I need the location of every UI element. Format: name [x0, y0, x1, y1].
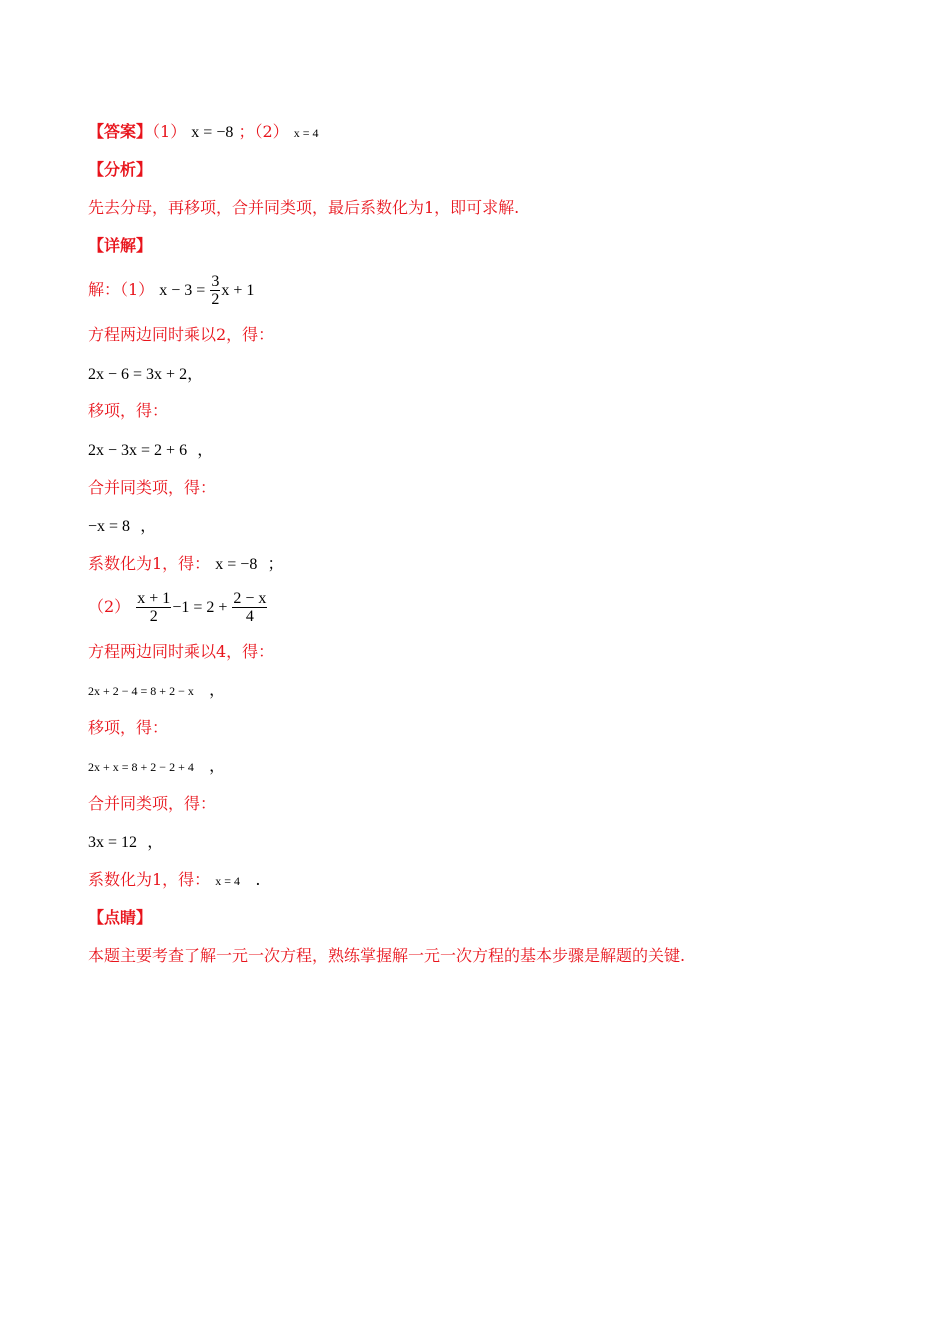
comment-heading: 【点睛】: [88, 908, 153, 927]
p2-eq4: x = 4: [215, 874, 241, 888]
p2-eq4-tail: .: [255, 870, 261, 889]
p2-frac2-denominator: 4: [245, 608, 254, 625]
p2-frac1-denominator: 2: [149, 608, 158, 625]
answer-part2-label: （2）: [254, 122, 289, 141]
p1-eq-right: x + 1: [221, 282, 255, 299]
p1-eq1-line: [88, 364, 203, 385]
p2-eq2: 2x + x = 8 + 2 − 2 + 4: [88, 760, 194, 774]
p2-step2: 移项，得：: [88, 718, 169, 737]
p1-fraction: [210, 273, 220, 308]
p1-eq4: x = −8: [215, 556, 258, 573]
p2-eq2-line: [88, 756, 225, 777]
p2-eq3-line: [88, 832, 163, 853]
p2-eq1-line: [88, 680, 225, 701]
p2-frac1-numerator: x + 1: [137, 590, 171, 607]
p1-step3: 合并同类项，得：: [88, 478, 217, 497]
p2-frac2-numerator: 2 − x: [233, 590, 267, 607]
p2-eq1: 2x + 2 − 4 = 8 + 2 − x: [88, 684, 194, 698]
answer-separator: ；: [238, 122, 255, 141]
answer-heading: 【答案】: [88, 122, 153, 141]
answer-part1-equation: x = −8: [191, 124, 234, 141]
p1-eq-left: x − 3 =: [159, 282, 210, 299]
p2-eq1-tail: ，: [209, 680, 226, 699]
p1-step4-line: [88, 554, 284, 575]
p2-fraction-1: [136, 590, 171, 625]
p1-step1: 方程两边同时乘以2，得：: [88, 325, 275, 344]
p2-step3: 合并同类项，得：: [88, 794, 217, 813]
p1-eq3: −x = 8: [88, 518, 131, 535]
answer-part1-label: （1）: [152, 122, 187, 141]
p2-step1: 方程两边同时乘以4，得：: [88, 642, 275, 661]
comment-text: 本题主要考查了解一元一次方程，熟练掌握解一元一次方程的基本步骤是解题的关键.: [88, 946, 686, 965]
analysis-text: 先去分母，再移项，合并同类项，最后系数化为1，即可求解.: [88, 198, 520, 217]
p1-eq2-tail: ，: [197, 440, 214, 459]
p1-frac-denominator: 2: [211, 291, 220, 308]
p2-equation-line: [88, 588, 268, 627]
p2-eq2-tail: ，: [209, 756, 226, 775]
p2-eq3: 3x = 12: [88, 834, 138, 851]
p1-eq2-line: [88, 440, 213, 461]
p1-intro: 解：（1）: [88, 280, 155, 299]
p2-step4: 系数化为1，得：: [88, 870, 211, 889]
p1-eq3-tail: ，: [140, 516, 157, 535]
p1-step2: 移项，得：: [88, 401, 169, 420]
p1-eq1: 2x − 6 = 3x + 2: [88, 366, 188, 383]
p2-fraction-2: [232, 590, 267, 625]
p1-eq2: 2x − 3x = 2 + 6: [88, 442, 188, 459]
answer-line: [88, 122, 319, 143]
p1-eq4-tail: ；: [267, 554, 284, 573]
p1-eq1-tail: ，: [187, 364, 204, 383]
p1-eq3-line: [88, 516, 156, 537]
p1-equation-line: [88, 272, 254, 309]
p2-label: （2）: [88, 597, 131, 616]
analysis-heading: 【分析】: [88, 160, 153, 179]
detail-heading: 【详解】: [88, 236, 153, 255]
p2-eq3-tail: ，: [147, 832, 164, 851]
p1-step4: 系数化为1，得：: [88, 554, 211, 573]
answer-part2-equation: x = 4: [293, 126, 319, 140]
p2-eq-middle: −1 = 2 +: [172, 599, 232, 616]
p2-step4-line: [88, 870, 260, 891]
p1-frac-numerator: 3: [211, 273, 220, 290]
